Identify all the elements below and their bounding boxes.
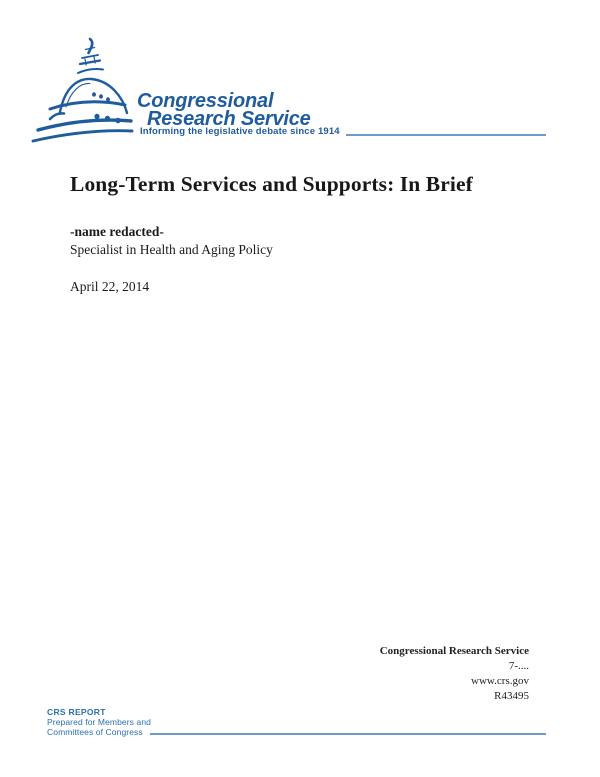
author-name: -name redacted-: [70, 224, 164, 239]
footer-org-name: Congressional Research Service: [379, 645, 529, 657]
footer-committees-line: Committees of Congress: [47, 726, 143, 737]
logo-tagline-row: [140, 126, 546, 137]
author-role: Specialist in Health and Aging Policy: [70, 242, 273, 257]
report-date: April 22, 2014: [70, 279, 150, 294]
footer-committees-row: [47, 728, 546, 738]
footer-report-number: R43495: [494, 690, 529, 702]
footer-left-block: [47, 708, 546, 737]
footer-prepared-line: Prepared for Members and: [47, 716, 151, 727]
report-title: Long-Term Services and Supports: In Brief: [70, 172, 473, 196]
footer-phone: 7-....: [508, 660, 529, 672]
footer-rule: [150, 733, 546, 735]
tagline-rule: [346, 134, 546, 136]
footer-website: www.crs.gov: [471, 675, 529, 687]
logo-org-name-line2: Research Service: [147, 108, 311, 130]
crs-report-label: CRS REPORT: [47, 707, 106, 717]
footer-right-block: [380, 644, 529, 704]
logo-tagline: Informing the legislative debate since 1914: [140, 126, 340, 137]
capitol-dome-icon: [28, 36, 140, 146]
logo-org-name-line1: Congressional: [137, 90, 274, 112]
